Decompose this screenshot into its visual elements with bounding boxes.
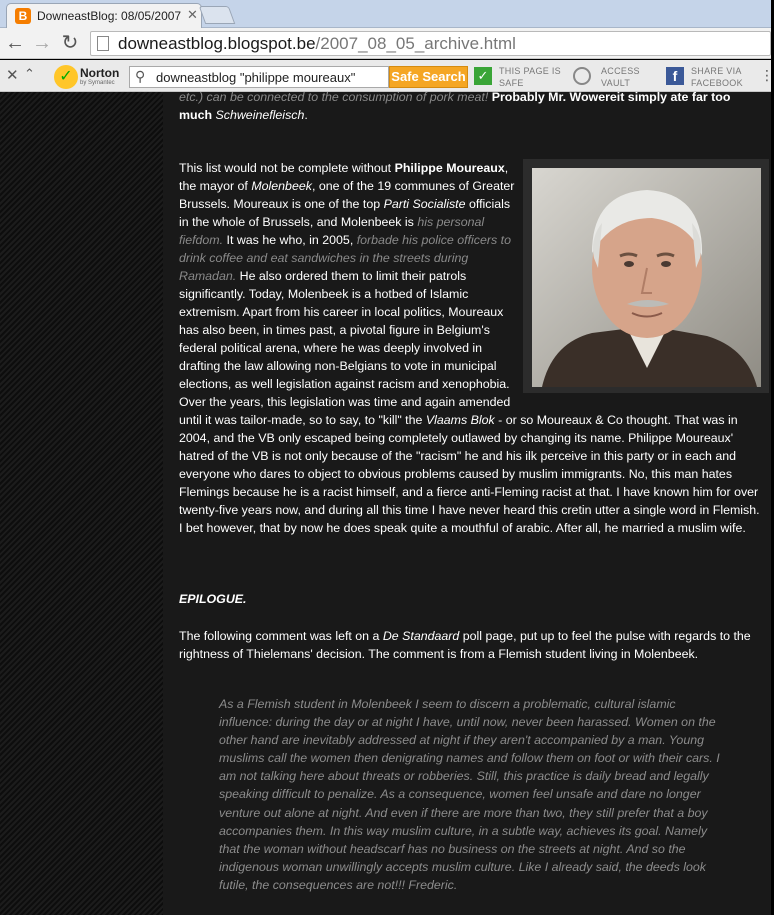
- forward-icon[interactable]: →: [32, 32, 52, 54]
- paragraph-top: [179, 88, 765, 124]
- share-facebook-button[interactable]: [666, 65, 756, 89]
- search-query[interactable]: downeastblog "philippe moureaux": [156, 70, 356, 85]
- safe-line2: SAFE: [499, 78, 524, 88]
- page-safe-indicator[interactable]: [474, 65, 564, 89]
- post-body: [163, 92, 771, 915]
- ramadan-link[interactable]: forbade his police officers to drink coffee and eat sandwiches in the streets during Ramadan.: [179, 233, 511, 283]
- moureaux-photo[interactable]: [532, 168, 761, 387]
- reload-icon[interactable]: ↻: [61, 32, 79, 54]
- student-quote: As a Flemish student in Molenbeek I seem to discern a problematic, cultural islamic influence: during the day or at night I have, until now, never been harassed. Women on the other hand are inevitably addressed at night if they aren't accompanied by a man. Young muslims call the women then denigrating names and follow them on foot or with their cars. I am not talking here about threats or robberies. Still, this practice is daily bread and legally speaking difficult to penalize. As a consequence, women feel unsafe and dare no longer venture out alone at night. And even if there are more than two, they still prefer that a boy accompanies them. In this way muslim culture, in a subtle way, achieves its goal. Namely that the woman without headscarf has no business on the streets at night. And so the indigenous woman unwillingly accepts muslim culture. Like I already said, the deeds look futile, the consequences are not!!! Frederic.: [219, 697, 720, 892]
- norton-search-input[interactable]: [129, 66, 389, 88]
- address-bar[interactable]: [90, 31, 771, 56]
- norton-brand-sub: by Symantec: [80, 80, 115, 86]
- text-span: - or so Moureaux & Co thought. That was in 2004, and the VB only escaped being completely outlawed by changing its name. Philippe Moureaux' hatred of the VB is not only because of the "racism" he and his ilk perceive in this party or in each and everyone who dares to object to obvious problems caused by muslim immigrants. No, this man hates Flemings because he is a racist himself, and a fierce anti-Fleming racist at that. I have known him for over twenty-five years now, and during all this time I have never heard this cretin utter a single word in Flemish. I bet however, that by now he does speak quite a mouthful of arabic. After all, he married a muslim wife.: [179, 413, 760, 535]
- vault-line1: ACCESS: [601, 66, 640, 76]
- new-tab-button[interactable]: [199, 6, 236, 24]
- tab-title: DowneastBlog: 08/05/2007: [37, 9, 182, 23]
- safe-search-button[interactable]: Safe Search: [389, 66, 468, 88]
- text-span: .: [304, 108, 308, 122]
- url-text[interactable]: [118, 34, 516, 54]
- sidebar-background: [0, 92, 163, 915]
- pork-link[interactable]: etc.) can be connected to the consumption of pork meat!: [179, 90, 489, 104]
- access-vault-button[interactable]: [573, 65, 653, 89]
- paragraph-comment-intro: [179, 627, 765, 663]
- text-span: Parti Socialiste: [383, 197, 466, 211]
- text-span: Vlaams Blok: [425, 413, 495, 427]
- vault-icon: [573, 67, 591, 85]
- text-span: , the mayor of: [179, 161, 509, 193]
- page-icon: [97, 36, 109, 51]
- text-span: Molenbeek: [251, 179, 312, 193]
- back-icon[interactable]: ←: [5, 32, 25, 54]
- blog-page: [0, 92, 771, 915]
- safe-line1: THIS PAGE IS: [499, 66, 561, 76]
- more-icon[interactable]: ⋮: [760, 67, 774, 83]
- paragraph-moureaux: [179, 159, 765, 537]
- chevron-up-icon[interactable]: ⌃: [24, 66, 35, 81]
- text-span: He also ordered them to limit their patrols significantly. Today, Molenbeek is a hotbed of Islamic extremism. Apart from his career in local politics, Moureaux has also been, in times past, a pivotal figure in Belgium's federal political arena, where he was deeply involved in drafting the law allowing non-Belgians to vote in municipal elections, as well legislation against racism and xenophobia. Over the years, this legislation was time and again amended until it was tailor-made, so to say, to "kill" the: [179, 269, 511, 427]
- share-line1: SHARE VIA: [691, 66, 742, 76]
- text-span: poll page, put up to feel the pulse with regards to the rightness of Thielemans' decision. The comment is from a Flemish student living in Molenbeek.: [179, 629, 751, 661]
- url-path: /2007_08_05_archive.html: [315, 34, 516, 53]
- vault-line2: VAULT: [601, 78, 631, 88]
- check-icon: ✓: [474, 67, 492, 85]
- text-span: This list would not be complete without: [179, 161, 395, 175]
- close-icon[interactable]: ✕: [187, 7, 198, 22]
- moureaux-photo-frame: [523, 159, 769, 393]
- share-line2: FACEBOOK: [691, 78, 743, 88]
- epilogue-heading: EPILOGUE.: [179, 592, 247, 606]
- text-span: , one of the 19 communes of Greater Brussels. Moureaux is one of the top: [179, 179, 515, 211]
- search-icon: ⚲: [135, 68, 146, 84]
- tab-bar: [0, 0, 771, 28]
- text-span: The following comment was left on a: [179, 629, 383, 643]
- blogger-icon: B: [15, 8, 31, 24]
- text-span: Probably Mr. Wowereit simply ate far too much: [179, 90, 731, 122]
- text-span: It was he who, in 2005,: [223, 233, 357, 247]
- text-span: Philippe Moureaux: [394, 161, 505, 175]
- text-span: officials in the whole of Brussels, and Molenbeek is: [179, 197, 511, 229]
- facebook-icon: f: [666, 67, 684, 85]
- text-span: Schweinefleisch: [215, 108, 305, 122]
- close-icon[interactable]: ✕: [6, 67, 19, 84]
- fiefdom-link[interactable]: his personal fiefdom.: [179, 215, 485, 247]
- norton-logo-icon[interactable]: ✓: [54, 65, 78, 89]
- norton-brand: Norton: [80, 66, 120, 80]
- url-host: downeastblog.blogspot.be: [118, 34, 316, 53]
- browser-toolbar: [0, 28, 771, 59]
- text-span: De Standaard: [382, 629, 460, 643]
- browser-tab[interactable]: [6, 3, 202, 28]
